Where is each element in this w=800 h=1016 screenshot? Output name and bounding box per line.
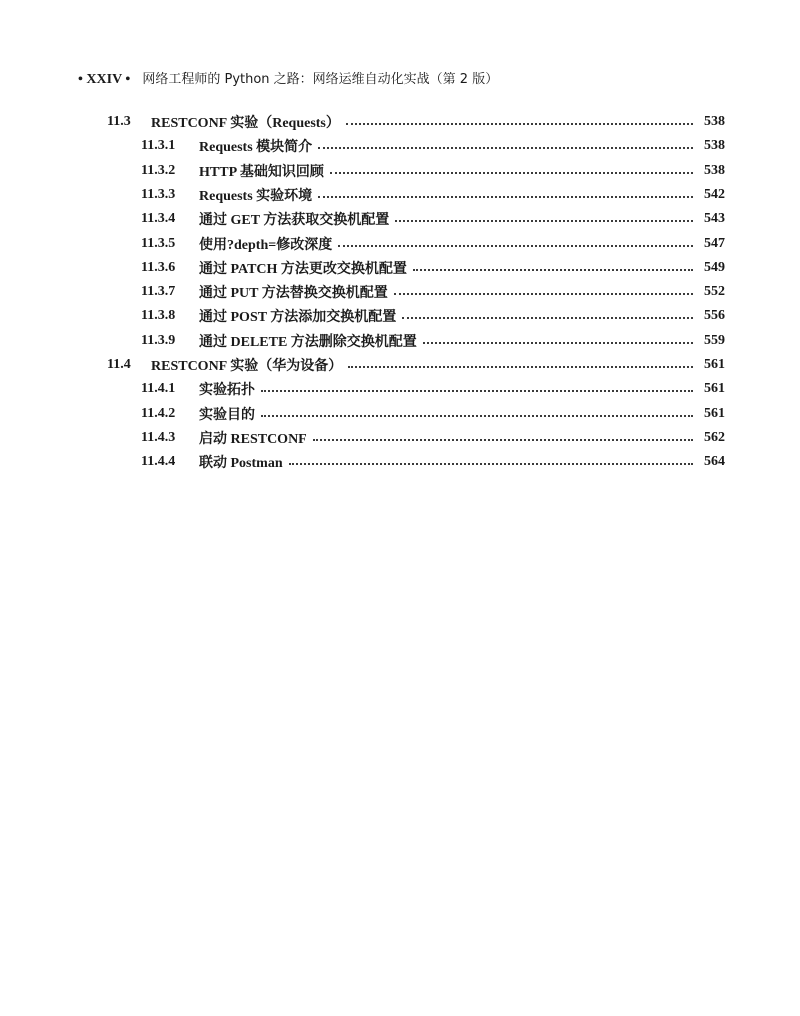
toc-entry-number: 11.3.6 <box>141 259 176 275</box>
toc-entry <box>0 353 725 377</box>
toc-entry <box>0 280 725 304</box>
toc-leader-dots <box>318 147 693 149</box>
toc-leader-dots <box>402 317 693 319</box>
toc-entry-title: HTTP 基础知识回顾 <box>199 164 324 180</box>
toc-entry-number: 11.4 <box>107 357 131 372</box>
toc-leader-dots <box>423 342 693 344</box>
toc-leader-dots <box>394 293 693 295</box>
toc-leader-dots <box>338 245 693 247</box>
toc-entry-number: 11.3.3 <box>141 186 176 202</box>
toc-entry <box>0 134 725 158</box>
toc-entry-title: 启动 RESTCONF <box>199 431 307 447</box>
toc-entry-number: 11.3.1 <box>141 138 176 154</box>
toc-entry-number: 11.4.1 <box>141 381 176 397</box>
toc-entry <box>0 183 725 207</box>
toc-leader-dots <box>348 366 693 368</box>
toc-entry <box>0 304 725 328</box>
toc-entry-number: 11.3.9 <box>141 332 176 348</box>
toc-entry <box>0 256 725 280</box>
toc-leader-dots <box>289 463 693 465</box>
toc-leader-dots <box>261 415 693 417</box>
toc-entry <box>0 426 725 450</box>
toc-entry-title: 使用?depth=修改深度 <box>199 237 333 253</box>
toc-entry-page: 556 <box>704 308 725 324</box>
toc-entry-number: 11.3.4 <box>141 211 176 227</box>
running-header <box>78 68 498 88</box>
toc-entry <box>0 329 725 353</box>
toc-entry-title: 实验拓扑 <box>199 383 255 399</box>
toc-entry-page: 542 <box>704 186 725 202</box>
toc-entry <box>0 377 725 401</box>
page-number: • XXIV • <box>78 72 131 87</box>
toc-leader-dots <box>313 439 693 441</box>
toc-entry-page: 543 <box>704 211 725 227</box>
toc-entry-number: 11.3.2 <box>141 162 176 178</box>
toc-entry-number: 11.4.4 <box>141 454 176 470</box>
toc-leader-dots <box>395 220 693 222</box>
toc-entry-page: 538 <box>704 138 725 154</box>
toc-leader-dots <box>413 269 693 271</box>
toc-entry-number: 11.3 <box>107 114 131 129</box>
toc-leader-dots <box>330 172 693 174</box>
toc-entry-page: 538 <box>704 114 725 129</box>
toc-entry-number: 11.3.8 <box>141 308 176 324</box>
toc-entry-page: 561 <box>704 405 725 421</box>
toc-leader-dots <box>346 123 693 125</box>
book-title: 网络工程师的 Python 之路：网络运维自动化实战（第 2 版） <box>142 72 499 87</box>
toc-entry <box>0 232 725 256</box>
toc-entry-title: 联动 Postman <box>199 456 283 472</box>
toc-entry <box>0 159 725 183</box>
toc-entry-page: 564 <box>704 454 725 470</box>
toc-entry <box>0 402 725 426</box>
toc-entry-page: 561 <box>704 381 725 397</box>
toc-entry-page: 562 <box>704 429 725 445</box>
toc-entry-number: 11.4.2 <box>141 405 176 421</box>
toc-entry-number: 11.3.7 <box>141 284 176 300</box>
toc-entry-title: RESTCONF 实验（华为设备） <box>151 359 343 374</box>
toc-entry-title: 通过 DELETE 方法删除交换机配置 <box>199 334 417 350</box>
toc-entry-number: 11.3.5 <box>141 235 176 251</box>
toc-entry-title: Requests 模块简介 <box>199 140 313 156</box>
toc-entry-title: 通过 POST 方法添加交换机配置 <box>199 310 397 326</box>
toc-entry-page: 538 <box>704 162 725 178</box>
toc-entry-page: 559 <box>704 332 725 348</box>
toc-entry <box>0 110 725 134</box>
toc-leader-dots <box>318 196 693 198</box>
toc-entry-page: 552 <box>704 284 725 300</box>
toc-entry-number: 11.4.3 <box>141 429 176 445</box>
toc-entry-page: 549 <box>704 259 725 275</box>
toc-entry-title: 通过 PUT 方法替换交换机配置 <box>199 286 388 302</box>
toc-entry <box>0 450 725 474</box>
toc-entry-title: 通过 GET 方法获取交换机配置 <box>199 213 390 229</box>
toc-entry-title: 通过 PATCH 方法更改交换机配置 <box>199 261 407 277</box>
toc-entry-title: RESTCONF 实验（Requests） <box>151 116 340 131</box>
toc-leader-dots <box>261 390 693 392</box>
toc-entry-title: 实验目的 <box>199 407 255 423</box>
toc-entry <box>0 207 725 231</box>
toc-entry-page: 561 <box>704 357 725 372</box>
toc-entry-title: Requests 实验环境 <box>199 188 313 204</box>
toc-entry-page: 547 <box>704 235 725 251</box>
